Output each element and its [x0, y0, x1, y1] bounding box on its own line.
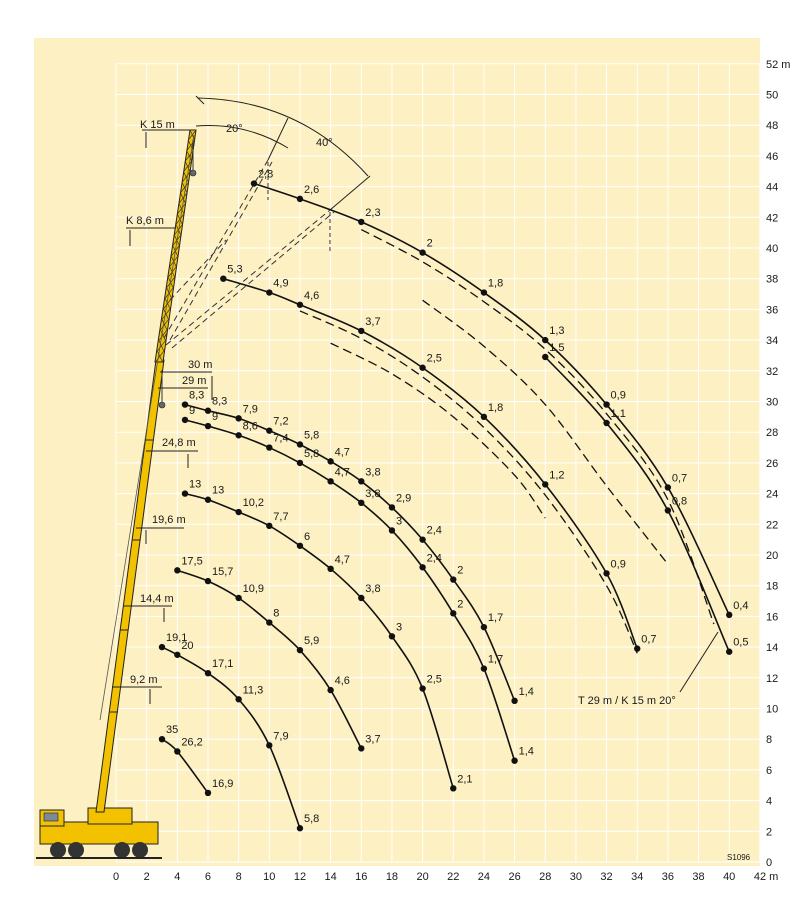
load-point — [251, 180, 257, 186]
boom-length-label: 14,4 m — [140, 593, 174, 605]
x-tick-label: 10 — [263, 871, 276, 883]
load-point — [450, 610, 456, 616]
load-value-label: 7,4 — [273, 432, 289, 445]
load-value-label: 2 — [457, 564, 464, 577]
y-tick-label: 2 — [766, 826, 773, 839]
load-point — [205, 497, 211, 503]
y-tick-label: 28 — [766, 427, 779, 440]
load-value-label: 8,3 — [188, 389, 205, 402]
load-value-label: 2,1 — [457, 773, 473, 786]
load-value-label: 0,7 — [641, 633, 657, 646]
load-point — [266, 742, 272, 748]
x-tick-label: 34 — [631, 871, 644, 883]
x-axis-unit: 42 m — [753, 871, 779, 883]
x-tick-label: 2 — [143, 871, 150, 883]
x-tick-label: 22 — [447, 871, 460, 883]
chart-code: S1096 — [727, 853, 751, 862]
load-value-label: 0,9 — [610, 558, 626, 571]
load-value-label: 1,2 — [549, 469, 565, 482]
crane-turret — [88, 808, 132, 824]
boom-length-label: K 15 m — [140, 119, 175, 131]
y-tick-label: 24 — [766, 488, 779, 501]
load-value-label: 2,3 — [365, 206, 381, 219]
load-point — [205, 578, 211, 584]
load-value-label: 1,7 — [487, 653, 504, 666]
load-point — [511, 698, 517, 704]
crane-wheel — [114, 842, 130, 858]
load-point — [726, 649, 732, 655]
load-point — [297, 196, 303, 202]
load-value-label: 5,9 — [303, 635, 320, 648]
load-point — [174, 652, 180, 658]
y-tick-label: 38 — [766, 273, 779, 286]
load-value-label: 19,1 — [165, 632, 188, 645]
load-point — [174, 567, 180, 573]
boom-length-label: K 8,6 m — [126, 215, 164, 227]
load-point — [389, 527, 395, 533]
load-value-label: 5,8 — [303, 813, 320, 826]
crane-hook — [159, 402, 165, 408]
angle-label-20: 20° — [226, 123, 243, 135]
x-tick-label: 26 — [508, 871, 521, 883]
load-point — [297, 543, 303, 549]
load-value-label: 7,9 — [273, 730, 289, 743]
load-point — [634, 645, 640, 651]
x-tick-label: 6 — [204, 871, 212, 883]
load-value-label: 0,5 — [733, 636, 749, 649]
load-value-label: 17,5 — [181, 555, 203, 568]
y-tick-label: 20 — [766, 550, 779, 562]
load-value-label: 2,5 — [426, 352, 442, 365]
y-tick-label: 30 — [766, 396, 779, 409]
load-value-label: 2 — [457, 598, 464, 611]
y-tick-label: 44 — [766, 181, 779, 194]
load-value-label: 1,4 — [518, 685, 534, 698]
load-point — [419, 536, 425, 542]
load-point — [266, 289, 272, 295]
load-value-label: 13 — [188, 478, 202, 491]
x-tick-label: 40 — [723, 871, 736, 883]
x-tick-label: 16 — [355, 871, 368, 883]
load-value-label: 1,5 — [549, 341, 565, 354]
load-value-label: 1,1 — [610, 407, 626, 420]
y-tick-label: 8 — [766, 734, 773, 747]
load-point — [481, 624, 487, 630]
load-point — [297, 441, 303, 447]
y-tick-label: 34 — [766, 335, 779, 348]
load-point — [419, 365, 425, 371]
load-value-label: 0,4 — [733, 599, 749, 612]
load-value-label: 1,3 — [549, 325, 565, 338]
load-point — [603, 420, 609, 426]
load-point — [297, 647, 303, 653]
load-point — [450, 576, 456, 582]
load-point — [266, 427, 272, 433]
load-value-label: 8,6 — [242, 420, 258, 433]
x-tick-label: 18 — [385, 871, 399, 883]
x-tick-label: 38 — [692, 871, 705, 883]
x-tick-label: 30 — [569, 871, 583, 883]
y-tick-label: 12 — [766, 672, 779, 685]
load-value-label: 0,9 — [610, 389, 626, 402]
x-tick-label: 0 — [112, 871, 120, 883]
crane-wheel — [68, 842, 84, 858]
load-point — [481, 289, 487, 295]
load-value-label: 1,8 — [487, 277, 504, 290]
y-tick-label: 4 — [766, 795, 773, 808]
boom-length-label: 24,8 m — [162, 437, 196, 449]
load-point — [327, 566, 333, 572]
y-tick-label: 26 — [766, 457, 779, 470]
load-value-label: 7,7 — [273, 510, 289, 523]
load-value-label: 3,7 — [365, 315, 381, 328]
load-point — [665, 484, 671, 490]
load-value-label: 17,1 — [211, 658, 234, 671]
load-point — [327, 687, 333, 693]
footnote-label: T 29 m / K 15 m 20° — [578, 695, 676, 707]
load-point — [220, 276, 226, 282]
load-value-label: 4,7 — [334, 553, 350, 566]
load-value-label: 2,5 — [426, 673, 442, 686]
load-value-label: 3,7 — [365, 733, 381, 746]
load-point — [603, 401, 609, 407]
load-value-label: 20 — [181, 639, 194, 652]
load-point — [726, 612, 732, 618]
load-value-label: 7,9 — [242, 403, 258, 416]
y-tick-label: 10 — [766, 703, 779, 716]
load-point — [389, 633, 395, 639]
load-point — [174, 748, 180, 754]
load-value-label: 5,3 — [227, 263, 243, 276]
x-tick-label: 14 — [324, 871, 337, 883]
x-tick-label: 28 — [539, 871, 552, 883]
load-point — [235, 509, 241, 515]
load-point — [297, 302, 303, 308]
x-tick-label: 32 — [600, 871, 613, 883]
load-point — [358, 500, 364, 506]
load-value-label: 0,7 — [671, 472, 688, 485]
load-value-label: 4,9 — [273, 277, 289, 290]
load-value-label: 8 — [273, 607, 280, 620]
y-axis-unit: 52 m — [766, 58, 791, 71]
load-point — [266, 444, 272, 450]
load-point — [205, 408, 211, 414]
y-tick-label: 48 — [766, 120, 779, 133]
angle-label-40: 40° — [316, 137, 333, 149]
load-value-label: 1,8 — [487, 401, 504, 414]
y-tick-label: 14 — [766, 642, 779, 655]
load-point — [419, 564, 425, 570]
load-value-label: 3,8 — [365, 487, 381, 500]
load-point — [358, 478, 364, 484]
load-value-label: 2,4 — [426, 552, 442, 565]
load-value-label: 11,3 — [242, 684, 264, 697]
x-tick-label: 12 — [293, 871, 307, 883]
load-point — [266, 523, 272, 529]
load-value-label: 0,8 — [671, 495, 688, 508]
load-value-label: 26,2 — [181, 736, 203, 749]
y-tick-label: 40 — [766, 243, 779, 255]
load-value-label: 3,8 — [365, 466, 381, 479]
load-point — [481, 414, 487, 420]
load-point — [182, 490, 188, 496]
y-tick-label: 46 — [766, 150, 779, 163]
crane-wheel — [50, 842, 66, 858]
load-value-label: 1,7 — [487, 612, 504, 625]
load-point — [205, 423, 211, 429]
load-point — [205, 670, 211, 676]
load-value-label: 2,6 — [303, 183, 320, 196]
x-tick-label: 8 — [235, 871, 242, 883]
load-value-label: 3 — [395, 621, 403, 634]
load-point — [297, 460, 303, 466]
load-point — [419, 249, 425, 255]
load-point — [542, 481, 548, 487]
load-point — [327, 478, 333, 484]
load-value-label: 7,2 — [273, 415, 289, 428]
crane-hook — [190, 170, 196, 176]
load-point — [297, 825, 303, 831]
load-point — [419, 685, 425, 691]
y-tick-label: 32 — [766, 365, 779, 378]
load-point — [358, 219, 364, 225]
load-point — [235, 415, 241, 421]
load-value-label: 15,7 — [211, 566, 234, 579]
load-point — [182, 401, 188, 407]
load-value-label: 5,8 — [303, 429, 320, 442]
load-point — [389, 504, 395, 510]
x-tick-label: 24 — [477, 871, 491, 883]
load-value-label: 2,4 — [426, 524, 442, 537]
load-point — [159, 736, 165, 742]
load-value-label: 5,8 — [303, 447, 320, 460]
load-value-label: 10,9 — [242, 582, 265, 595]
load-point — [511, 757, 517, 763]
load-value-label: 4,7 — [334, 446, 350, 459]
y-tick-label: 0 — [766, 857, 773, 869]
load-point — [266, 619, 272, 625]
crane-cab-window — [44, 813, 58, 821]
load-value-label: 10,2 — [242, 497, 265, 510]
boom-length-label: 9,2 m — [130, 674, 158, 686]
x-tick-label: 20 — [416, 871, 429, 883]
x-tick-label: 4 — [174, 871, 181, 883]
load-point — [159, 644, 165, 650]
boom-length-label: 30 m — [188, 359, 213, 371]
load-value-label: 13 — [211, 484, 225, 497]
y-tick-label: 36 — [766, 304, 779, 317]
load-point — [182, 417, 188, 423]
boom-length-label: 19,6 m — [152, 514, 186, 526]
load-point — [603, 570, 609, 576]
load-value-label: 8,3 — [211, 395, 228, 408]
load-point — [542, 354, 548, 360]
load-point — [235, 696, 241, 702]
load-value-label: 35 — [165, 724, 179, 737]
load-value-label: 2 — [426, 237, 433, 250]
load-point — [481, 665, 487, 671]
load-value-label: 1,4 — [518, 745, 534, 758]
load-point — [235, 432, 241, 438]
load-point — [450, 785, 456, 791]
load-value-label: 2,8 — [257, 168, 274, 181]
load-point — [665, 507, 671, 513]
load-value-label: 2,9 — [395, 492, 412, 505]
load-value-label: 9 — [211, 411, 219, 424]
load-value-label: 3 — [395, 515, 403, 528]
load-point — [235, 595, 241, 601]
load-point — [358, 328, 364, 334]
load-point — [358, 595, 364, 601]
load-point — [542, 337, 548, 343]
load-value-label: 6 — [303, 530, 311, 543]
load-value-label: 4,6 — [303, 289, 320, 302]
x-tick-label: 36 — [661, 871, 675, 883]
load-value-label: 16,9 — [211, 777, 234, 790]
y-tick-label: 16 — [766, 611, 779, 624]
load-point — [327, 458, 333, 464]
y-tick-label: 42 — [766, 212, 779, 225]
y-tick-label: 6 — [766, 764, 773, 777]
load-value-label: 4,7 — [334, 466, 350, 479]
load-value-label: 3,8 — [365, 582, 381, 595]
boom-length-label: 29 m — [182, 375, 207, 387]
load-value-label: 9 — [188, 404, 196, 417]
crane-wheel — [132, 842, 148, 858]
load-point — [358, 745, 364, 751]
y-tick-label: 50 — [766, 89, 779, 102]
y-tick-label: 18 — [766, 580, 779, 593]
y-tick-label: 22 — [766, 519, 779, 532]
load-point — [205, 790, 211, 796]
load-value-label: 4,6 — [334, 675, 350, 688]
